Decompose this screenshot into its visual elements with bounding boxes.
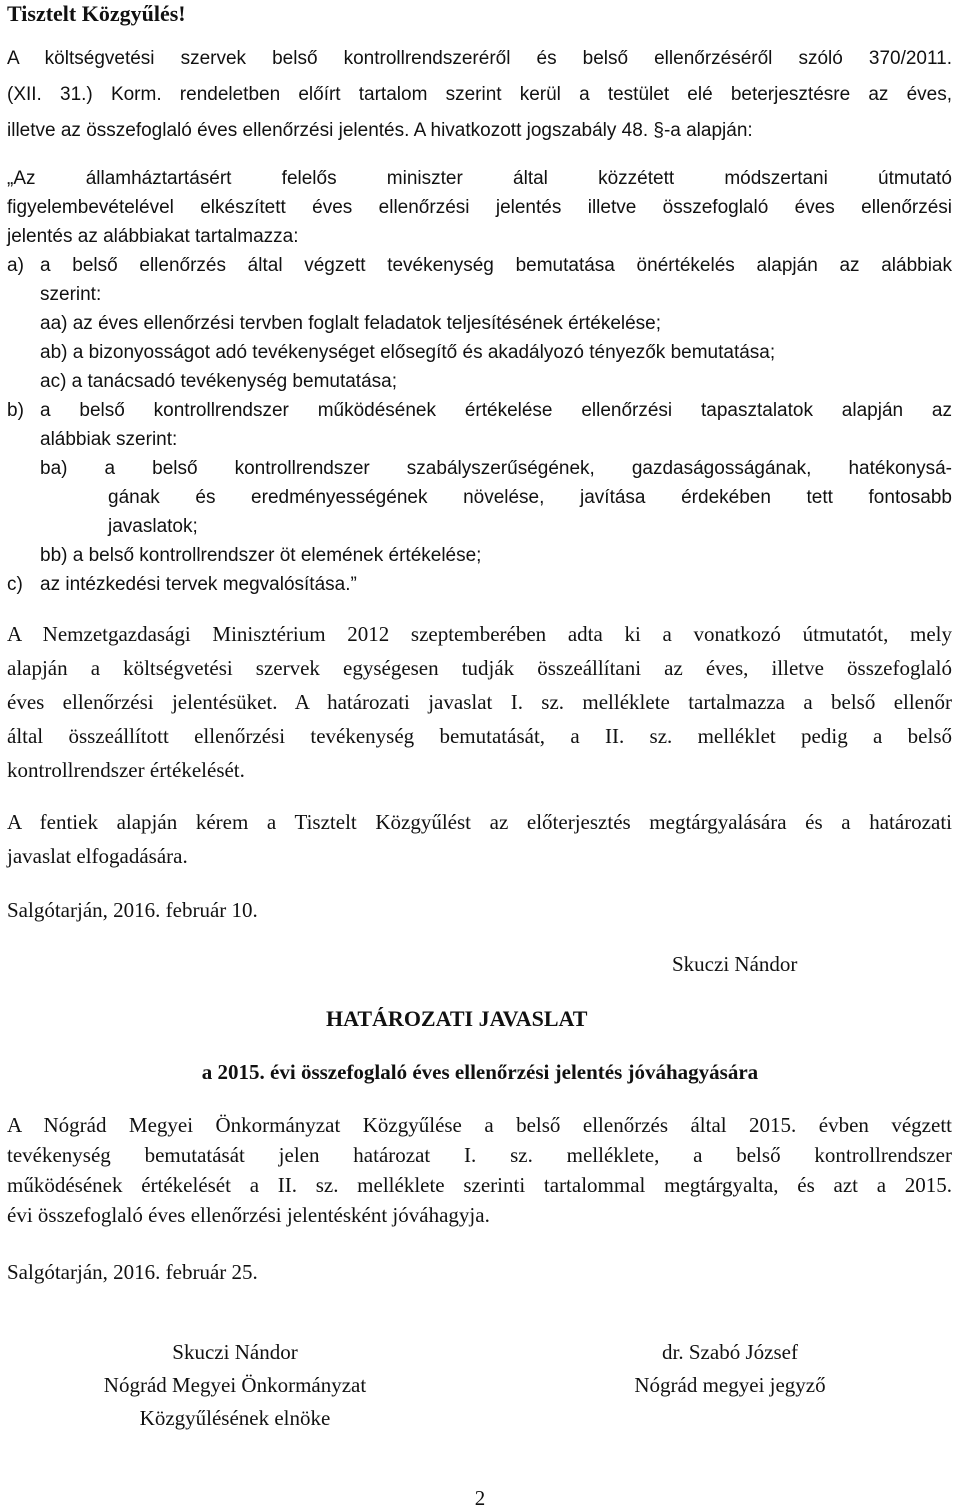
- list-label-b: b): [7, 400, 24, 421]
- date-line: Salgótarján, 2016. február 25.: [7, 1260, 258, 1284]
- resolution-line: működésének értékelését a II. sz. melléklete szerinti tartalommal megtárgyalta, és azt a 2015.: [7, 1173, 952, 1197]
- intro-line: illetve az összefoglaló éves ellenőrzési jelentés. A hivatkozott jogszabály 48. §-a alapján:: [7, 120, 753, 141]
- list-item-ab: ab) a bizonyosságot adó tevékenységet elősegítő és akadályozó tényezők bemutatása;: [40, 342, 776, 363]
- list-item-ba: ba) a belső kontrollrendszer szabályszerűségének, gazdaságosságának, hatékonysá-: [40, 458, 952, 479]
- signer-name: Skuczi Nándor: [672, 952, 798, 976]
- quote-line: „Az államháztartásért felelős miniszter által közzétett módszertani útmutató: [7, 168, 952, 189]
- list-label-c: c): [7, 574, 23, 595]
- sig-left-title: Közgyűlésének elnöke: [139, 1406, 331, 1430]
- salutation: Tisztelt Közgyűlés!: [7, 1, 186, 26]
- ministry-line: kontrollrendszer értékelését.: [7, 758, 245, 782]
- resolution-line: tevékenység bemutatását jelen határozat I. sz. melléklete, a belső kontrollrendszer: [7, 1143, 952, 1167]
- ministry-line: alapján a költségvetési szervek egységesen tudják összeállítani az éves, illetve összefoglaló: [7, 656, 952, 680]
- quote-line: figyelembevételével elkészített éves ellenőrzési jelentés illetve összefoglaló éves ellenőrzési: [7, 197, 952, 218]
- list-item-bb: bb) a belső kontrollrendszer öt elemének értékelése;: [40, 545, 482, 566]
- request-line: javaslat elfogadására.: [7, 844, 188, 868]
- list-item-b: a belső kontrollrendszer működésének értékelése ellenőrzési tapasztalatok alapján az: [40, 400, 952, 421]
- sig-left-title: Nógrád Megyei Önkormányzat: [103, 1373, 367, 1397]
- resolution-line: évi összefoglaló éves ellenőrzési jelentésként jóváhagyja.: [7, 1203, 490, 1227]
- ministry-line: A Nemzetgazdasági Minisztérium 2012 szeptemberében adta ki a vonatkozó útmutatót, mely: [7, 622, 952, 646]
- request-line: A fentiek alapján kérem a Tisztelt Közgyűlést az előterjesztés megtárgyalására és a határozati: [7, 810, 952, 834]
- intro-line: (XII. 31.) Korm. rendeletben előírt tartalom szerint kerül a testület elé beterjesztésre az éves,: [7, 84, 952, 105]
- list-label-a: a): [7, 255, 24, 276]
- intro-line: A költségvetési szervek belső kontrollrendszeréről és belső ellenőrzéséről szóló 370/2011.: [7, 48, 952, 69]
- list-item-b-cont: alábbiak szerint:: [40, 429, 178, 450]
- list-item-a: a belső ellenőrzés által végzett tevékenység bemutatása önértékelés alapján az alábbiak: [40, 255, 952, 276]
- resolution-title: HATÁROZATI JAVASLAT: [326, 1006, 588, 1031]
- sig-left-name: Skuczi Nándor: [172, 1340, 298, 1364]
- list-item-ac: ac) a tanácsadó tevékenység bemutatása;: [40, 371, 398, 392]
- ministry-line: által összeállított ellenőrzési tevékenység bemutatását, a II. sz. melléklet pedig a belső: [7, 724, 952, 748]
- quote-line: jelentés az alábbiakat tartalmazza:: [7, 226, 299, 247]
- resolution-line: A Nógrád Megyei Önkormányzat Közgyűlése a belső ellenőrzés által 2015. évben végzett: [7, 1113, 952, 1137]
- list-item-a-cont: szerint:: [40, 284, 102, 305]
- sig-right-name: dr. Szabó József: [662, 1340, 798, 1364]
- list-item-c: az intézkedési tervek megvalósítása.”: [40, 574, 357, 595]
- list-item-ba-cont: gának és eredményességének növelése, javítása érdekében tett fontosabb: [108, 487, 952, 508]
- ministry-line: éves ellenőrzési jelentésüket. A határozati javaslat I. sz. melléklete tartalmazza a belső ellenőr: [7, 690, 952, 714]
- list-item-ba-cont: javaslatok;: [108, 516, 198, 537]
- page-number: 2: [474, 1486, 486, 1510]
- sig-right-title: Nógrád megyei jegyző: [634, 1373, 826, 1397]
- resolution-subtitle: a 2015. évi összefoglaló éves ellenőrzési jelentés jóváhagyására: [201, 1060, 759, 1084]
- date-line: Salgótarján, 2016. február 10.: [7, 898, 258, 922]
- list-item-aa: aa) az éves ellenőrzési tervben foglalt feladatok teljesítésének értékelése;: [40, 313, 662, 334]
